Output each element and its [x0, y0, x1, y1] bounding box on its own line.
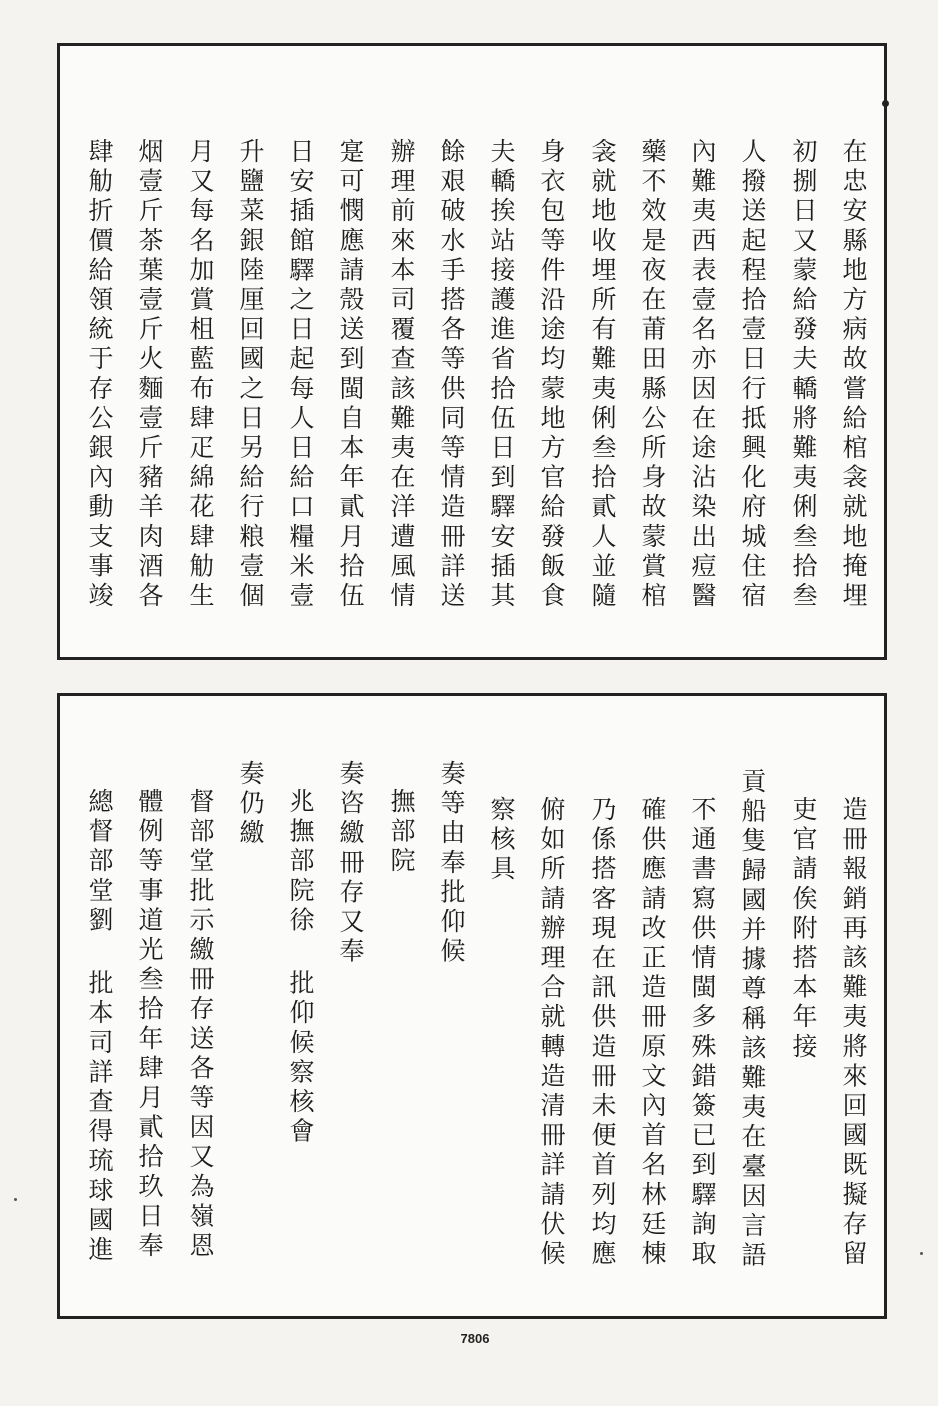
- text-column: 俯如所請辦理合就轉造清冊詳請伏候: [537, 796, 566, 1270]
- text-column: 撫部院: [387, 788, 416, 877]
- text-column: 奏仍繳: [236, 760, 265, 849]
- text-column: 烟壹斤茶葉壹斤火麵壹斤豬羊肉酒各: [135, 138, 164, 612]
- text-column: 餘艰破水手搭各等供同等情造冊詳送: [437, 138, 466, 612]
- text-column: 奏等由奉批仰候: [437, 760, 466, 968]
- text-column: 督部堂批示繳冊存送各等因又為嶺恩: [186, 788, 215, 1262]
- text-column: 兆撫部院徐 批仰候察核會: [286, 788, 315, 1148]
- text-column: 肆觔折價給領統于存公銀內動支事竣: [85, 138, 114, 612]
- text-column: 寔可憫應請殼送到閩自本年貳月拾伍: [336, 138, 365, 612]
- text-column: 確供應請改正造冊原文內首名林廷棟: [638, 796, 667, 1270]
- text-column: 月又每名加賞柤藍布肆疋綿花肆觔生: [186, 138, 215, 612]
- text-column: 造冊報銷再該難夷將來回國既擬存留: [839, 796, 868, 1270]
- text-column: 總督部堂劉 批本司詳查得琉球國進: [85, 788, 114, 1266]
- document-panel-bottom: [57, 693, 887, 1319]
- scan-speck: [14, 1198, 17, 1201]
- text-column: 吏官請俟附搭本年接: [789, 796, 818, 1063]
- text-column: 內難夷西表壹名亦因在途沾染出痘醫: [688, 138, 717, 612]
- scan-speck: [920, 1252, 923, 1255]
- text-column: 身衣包等件沿途均蒙地方官給發飯食: [537, 138, 566, 612]
- text-column: 貢船隻歸國并據尊稱該難夷在臺因言語: [738, 768, 767, 1272]
- text-column: 人撥送起程拾壹日行抵興化府城住宿: [738, 138, 767, 612]
- text-column: 初捌日又蒙給發夫轎將難夷俐叁拾叁: [789, 138, 818, 612]
- text-column: 辦理前來本司覆查該難夷在洋遭風情: [387, 138, 416, 612]
- text-column: 不通書寫供情閩多殊錯簽已到驛詢取: [688, 796, 717, 1270]
- ink-dot: [882, 100, 889, 107]
- text-column: 奏咨繳冊存又奉: [336, 760, 365, 968]
- text-column: 乃係搭客現在訊供造冊未便首列均應: [588, 796, 617, 1270]
- text-column: 衾就地收埋所有難夷俐叁拾貳人並隨: [588, 138, 617, 612]
- text-column: 體例等事道光叁拾年肆月貳拾玖日奉: [135, 788, 164, 1262]
- text-column: 在忠安縣地方病故嘗給棺衾就地掩埋: [839, 138, 868, 612]
- text-column: 察核具: [487, 796, 516, 885]
- text-column: 夫轎挨站接護進省拾伍日到驛安插其: [487, 138, 516, 612]
- text-column: 日安插館驛之日起每人日給口糧米壹: [286, 138, 315, 612]
- page-number: 7806: [460, 1331, 490, 1346]
- text-column: 藥不效是夜在莆田縣公所身故蒙賞棺: [638, 138, 667, 612]
- document-panel-top: [57, 43, 887, 660]
- text-column: 升鹽菜銀陸厘回國之日另給行粮壹個: [236, 138, 265, 612]
